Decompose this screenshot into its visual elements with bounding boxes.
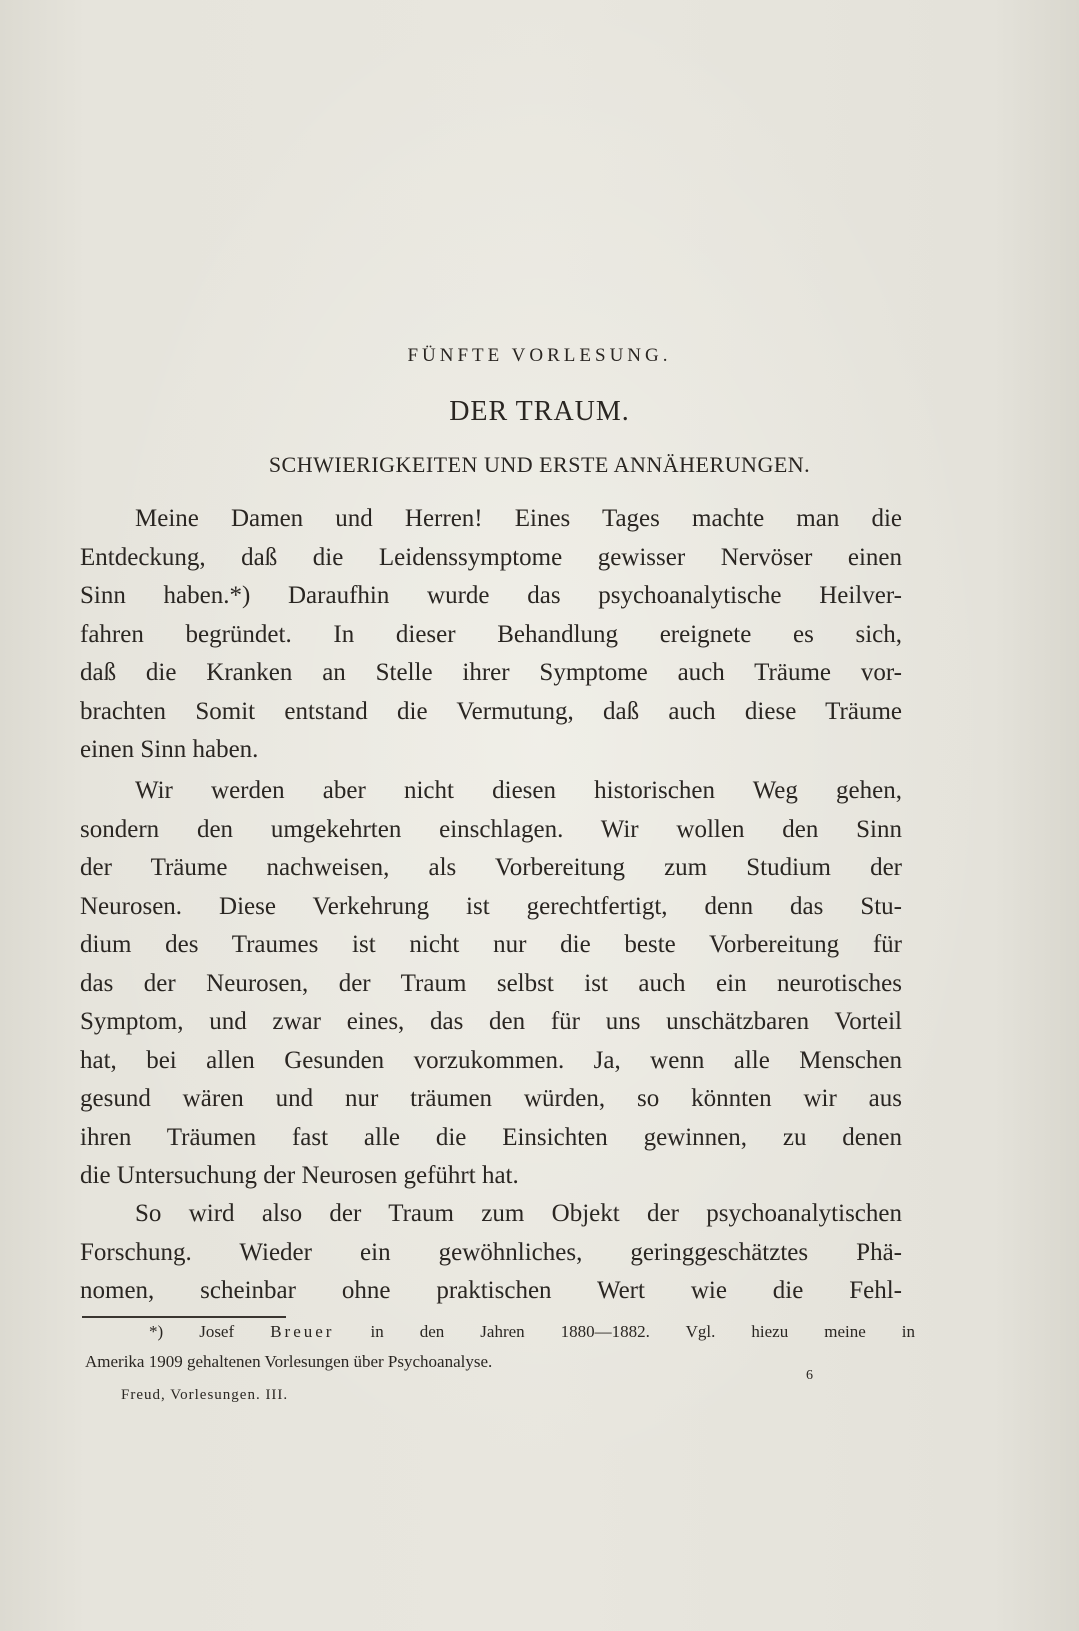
text-line: brachten Somit entstand die Vermutung, daß auch diese Träume: [80, 697, 902, 725]
footnote-marker: *): [149, 1322, 164, 1341]
text-line: fahren begründet. In dieser Behandlung ereignete es sich,: [80, 620, 902, 648]
lecture-number: FÜNFTE VORLESUNG.: [407, 345, 672, 366]
footnote-line-2: Amerika 1909 gehaltenen Vorlesungen über Psychoanalyse.: [85, 1352, 493, 1371]
footnote-author-prefix: Josef: [199, 1322, 235, 1341]
text-line: Wir werden aber nicht diesen historischen Weg gehen,: [135, 777, 902, 804]
paragraph-2: [80, 772, 902, 1196]
text-line: einen Sinn haben.: [80, 736, 259, 763]
text-line: gesund wären und nur träumen würden, so könnten wir aus: [80, 1085, 902, 1112]
text-line: der Träume nachweisen, als Vorbereitung zum Studium der: [80, 854, 902, 881]
text-line: Sinn haben.*) Daraufhin wurde das psychoanalytische Heilver-: [80, 582, 902, 609]
text-line: Symptom, und zwar eines, das den für uns unschätzbaren Vorteil: [80, 1008, 902, 1035]
lecture-title: DER TRAUM.: [449, 396, 630, 427]
lecture-subtitle: SCHWIERIGKEITEN UND ERSTE ANNÄHERUNGEN.: [268, 452, 811, 477]
text-line: Meine Damen und Herren! Eines Tages machte man die: [135, 505, 902, 532]
text-line: daß die Kranken an Stelle ihrer Symptome auch Träume vor-: [80, 659, 902, 686]
text-line: Forschung. Wieder ein gewöhnliches, geringgeschätztes Phä-: [80, 1238, 902, 1266]
footnote-author: Breuer: [270, 1322, 335, 1341]
text-line: hat, bei allen Gesunden vorzukommen. Ja, wenn alle Menschen: [80, 1046, 902, 1074]
text-line: nomen, scheinbar ohne praktischen Wert wie die Fehl-: [80, 1277, 902, 1304]
text-line: sondern den umgekehrten einschlagen. Wir wollen den Sinn: [80, 815, 902, 843]
footnote: [85, 1317, 915, 1377]
footnote-line-1: [85, 1317, 915, 1347]
signature-mark: 6: [806, 1368, 813, 1383]
text-line: ihren Träumen fast alle die Einsichten gewinnen, zu denen: [80, 1123, 902, 1151]
text-line: Entdeckung, daß die Leidenssymptome gewisser Nervöser einen: [80, 543, 902, 571]
paragraph-3: [80, 1195, 902, 1311]
text-line: So wird also der Traum zum Objekt der psychoanalytischen: [135, 1200, 902, 1227]
text-line: Neurosen. Diese Verkehrung ist gerechtfertigt, denn das Stu-: [80, 892, 902, 920]
text-line: das der Neurosen, der Traum selbst ist auch ein neurotisches: [80, 969, 902, 997]
footnote-line-1-rest: in den Jahren 1880—1882. Vgl. hiezu meine in: [370, 1322, 916, 1341]
paragraph-1: [80, 500, 902, 770]
text-line: dium des Traumes ist nicht nur die beste Vorbereitung für: [80, 931, 902, 958]
printer-signature: Freud, Vorlesungen. III.: [121, 1387, 289, 1403]
text-line: die Untersuchung der Neurosen geführt hat.: [80, 1162, 519, 1189]
